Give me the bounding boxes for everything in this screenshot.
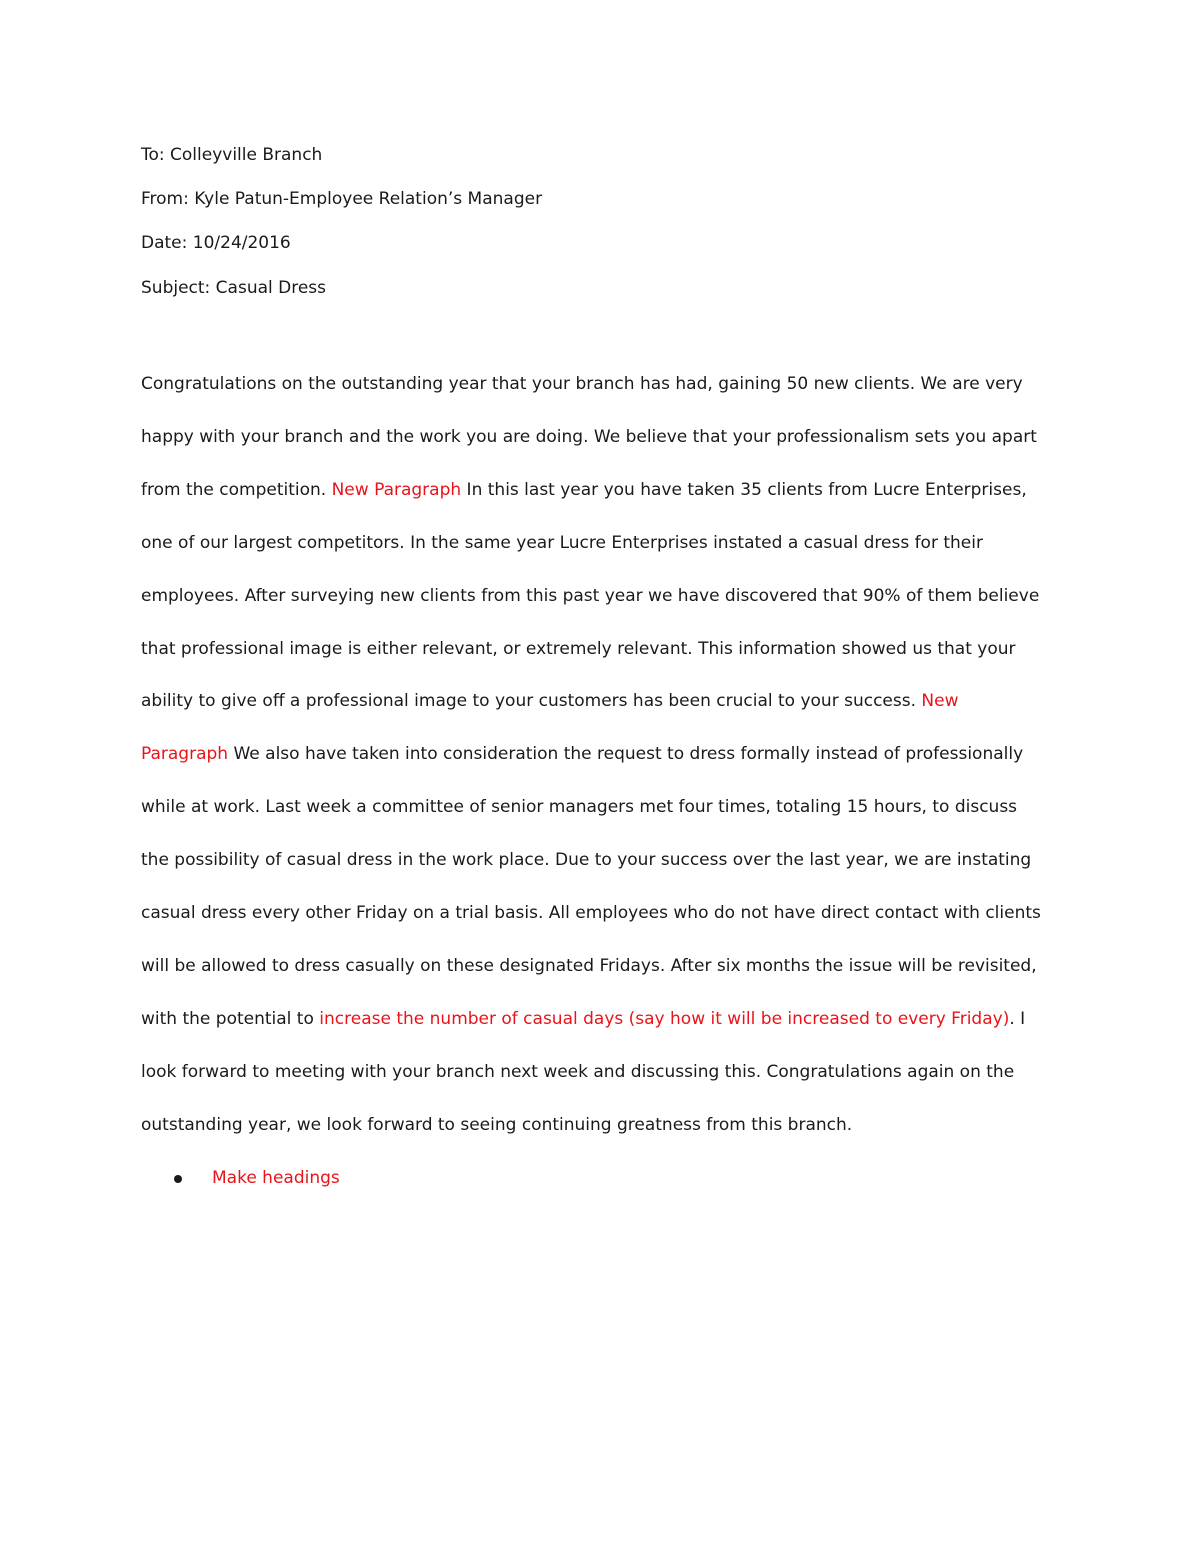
- body-text-segment: that professional image is either relevant, or extremely relevant. This information showed us that your: [141, 638, 1016, 659]
- body-text-segment: outstanding year, we look forward to seeing continuing greatness from this branch.: [141, 1114, 853, 1135]
- body-text-segment: ability to give off a professional image to your customers has been crucial to your success.: [141, 691, 922, 712]
- editor-annotation-text: New Paragraph: [331, 479, 462, 500]
- memo-body-paragraph: [141, 358, 1061, 1152]
- memo-date-line: Date: 10/24/2016: [141, 233, 291, 253]
- note-bullet-text: Make headings: [212, 1168, 340, 1188]
- body-text-segment: look forward to meeting with your branch next week and discussing this. Congratulations again on the: [141, 1061, 1015, 1082]
- body-line: [141, 517, 1061, 570]
- body-text-segment: In this last year you have taken 35 clients from Lucre Enterprises,: [461, 479, 1027, 500]
- memo-subject-line: Subject: Casual Dress: [141, 278, 327, 298]
- body-line: [141, 1099, 1061, 1152]
- body-line: [141, 358, 1061, 411]
- body-line: [141, 781, 1061, 834]
- body-line: [141, 834, 1061, 887]
- body-line: [141, 993, 1061, 1046]
- body-text-segment: . I: [1009, 1008, 1026, 1029]
- editor-annotation-text: New: [921, 691, 959, 712]
- body-text-segment: Congratulations on the outstanding year that your branch has had, gaining 50 new clients. We are very: [141, 374, 1023, 394]
- body-line: [141, 1046, 1061, 1099]
- bullet-dot-icon: [174, 1175, 182, 1183]
- editor-annotation-text: increase the number of casual days (say how it will be increased to every Friday): [319, 1008, 1010, 1029]
- body-text-segment: We also have taken into consideration the request to dress formally instead of professionally: [228, 744, 1024, 765]
- body-line: [141, 570, 1061, 623]
- body-text-segment: the possibility of casual dress in the work place. Due to your success over the last year, we are instating: [141, 850, 1032, 871]
- body-text-segment: happy with your branch and the work you are doing. We believe that your professionalism sets you apart: [141, 426, 1037, 447]
- body-text-segment: one of our largest competitors. In the same year Lucre Enterprises instated a casual dress for their: [141, 532, 983, 553]
- memo-to-line: To: Colleyville Branch: [141, 145, 323, 165]
- body-text-segment: from the competition.: [141, 479, 332, 500]
- body-line: [141, 464, 1061, 517]
- body-line: [141, 675, 1061, 728]
- body-line: [141, 887, 1061, 940]
- body-line: [141, 940, 1061, 993]
- body-line: [141, 728, 1061, 781]
- body-text-segment: will be allowed to dress casually on these designated Fridays. After six months the issue will be revisited,: [141, 955, 1037, 976]
- body-text-segment: with the potential to: [141, 1008, 320, 1029]
- body-line: [141, 411, 1061, 464]
- note-bullet-item: [174, 1168, 340, 1188]
- body-text-segment: casual dress every other Friday on a trial basis. All employees who do not have direct contact with clients: [141, 903, 1041, 924]
- memo-from-line: From: Kyle Patun-Employee Relation’s Manager: [141, 189, 543, 209]
- body-text-segment: employees. After surveying new clients from this past year we have discovered that 90% of them believe: [141, 585, 1040, 606]
- body-text-segment: while at work. Last week a committee of senior managers met four times, totaling 15 hours, to discuss: [141, 797, 1018, 818]
- editor-annotation-text: Paragraph: [141, 744, 229, 765]
- body-line: [141, 623, 1061, 676]
